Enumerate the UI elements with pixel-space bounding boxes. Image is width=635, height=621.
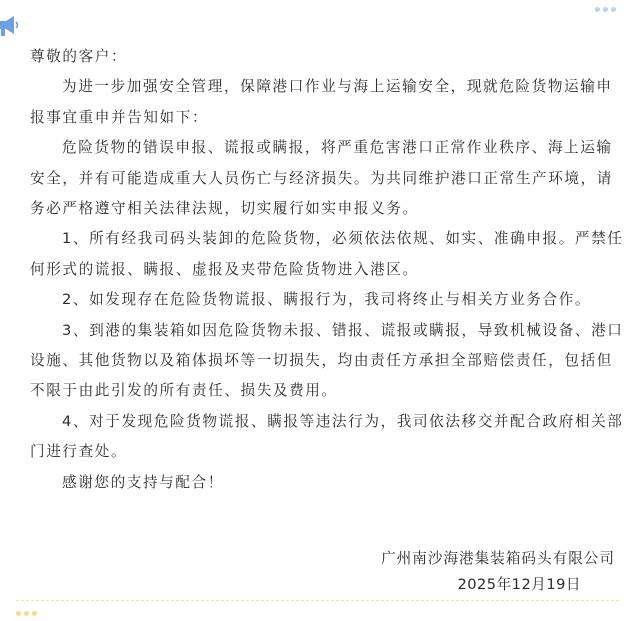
notice-line: 何形式的谎报、瞒报、虚报及夹带危险货物进入港区。 [30,260,419,278]
notice-line: 3、到港的集装箱如因危险货物未报、错报、谎报或瞒报，导致机械设备、港口 [62,321,624,339]
notice-line: 4、对于发现危险货物谎报、瞒报等违法行为，我司依法移交并配合政府相关部 [62,412,624,430]
notice-line: 不限于由此引发的所有责任、损失及费用。 [30,382,338,400]
notice-line: 门进行查处。 [30,443,128,461]
notice-line: 安全，并有可能造成重大人员伤亡与经济损失。为共同维护港口正常生产环境，请 [30,169,613,187]
notice-line: 务必严格遵守相关法律法规，切实履行如实申报义务。 [30,200,419,218]
dots-icon [16,611,37,616]
divider [16,600,619,601]
greeting: 尊敬的客户： [30,48,128,65]
notice-line: 感谢您的支持与配合！ [62,473,224,491]
notice-line: 危险货物的错误申报、谎报或瞒报，将严重危害港口正常作业秩序、海上运输 [62,139,613,157]
notice-line: 报事宜重申并告知如下： [30,108,209,126]
notice-line: 2、如发现存在危险货物谎报、瞒报行为，我司将终止与相关方业务合作。 [62,291,592,309]
company-signature: 广州南沙海港集装箱码头有限公司 [381,550,615,567]
megaphone-icon [0,14,22,38]
notice-line: 为进一步加强安全管理，保障港口作业与海上运输安全，现就危险货物运输申 [62,78,613,96]
notice-date: 2025年12月19日 [457,576,581,593]
notice-line: 1、所有经我司码头装卸的危险货物，必须依法依规、如实、准确申报。严禁任 [62,230,624,248]
notice-body [30,42,624,498]
notice-line: 设施、其他货物以及箱体损坏等一切损失，均由责任方承担全部赔偿责任，包括但 [30,352,613,370]
more-dots-icon [595,7,616,12]
